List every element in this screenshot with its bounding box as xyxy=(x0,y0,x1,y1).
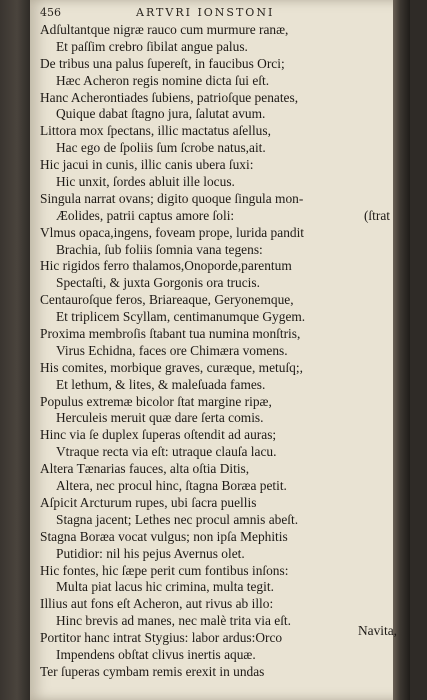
catchword: Navita, xyxy=(357,623,397,638)
verse-line: Et triplicem Scyllam, centimanumque Gygem. xyxy=(56,309,306,325)
verse-line: Hæc Acheron regis nomine dicta ſui eſt. xyxy=(56,72,270,88)
verse-line: Herculeis meruit quæ dare ſerta comis. xyxy=(56,410,264,426)
poem-text xyxy=(40,22,390,681)
verse-line: Adſultantque nigræ rauco cum murmure ranæ, xyxy=(40,22,289,37)
turnover-word: (ſtrat xyxy=(363,207,390,223)
verse-line: Impendens obſtat clivus inertis aquæ. xyxy=(56,646,256,662)
page-edge xyxy=(393,0,410,700)
verse-line: Hinc via ſe duplex ſuperas oſtendit ad auras; xyxy=(40,427,277,443)
verse-line: De tribus una palus ſupereſt, in faucibus Orci; xyxy=(40,55,285,71)
verse-line: Ter ſuperas cymbam remis erexit in undas xyxy=(40,663,265,679)
page-header xyxy=(40,6,390,22)
verse-line: Virus Echidna, faces ore Chimæra vomens. xyxy=(56,342,288,358)
verse-line: Populus extremæ bicolor ſtat margine ripæ, xyxy=(40,393,272,409)
verse-line: Hanc Acherontiades ſubiens, patrioſque penates, xyxy=(40,89,299,105)
verse-line: Aſpicit Arcturum rupes, ubi ſacra puellis xyxy=(40,494,257,510)
verse-line: Et lethum, & lites, & maleſuada fames. xyxy=(56,376,266,392)
verse-line: Putidior: nil his pejus Avernus olet. xyxy=(56,545,245,561)
verse-line: Singula narrat ovans; digito quoque ſingula mon- xyxy=(40,190,304,206)
verse-line: Hinc brevis ad manes, nec malè trita via eſt. xyxy=(56,613,291,629)
verse-line: Hic unxit, ſordes abluit ille locus. xyxy=(56,174,235,190)
verse-line: Stagna Boræa vocat vulgus; non ipſa Mephitis xyxy=(40,528,288,544)
page-number: 456 xyxy=(40,6,61,19)
verse-line: Quique dabat ſtagno jura, ſalutat avum. xyxy=(56,106,266,122)
verse-line: Multa piat lacus hic crimina, multa tegit. xyxy=(56,579,274,595)
verse-line: Proxima membroſis ſtabant tua numina monſtris, xyxy=(40,326,301,342)
verse-line-with-turnover xyxy=(40,208,390,225)
verse-line: His comites, morbique graves, curæque, metuſq;, xyxy=(40,359,303,375)
verse-text: Æolides, patrii captus amore ſoli: xyxy=(56,207,235,223)
verse-line: Stagna jacent; Lethes nec procul amnis abeſt. xyxy=(56,511,299,527)
verse-line: Vtraque recta via eſt: utraque clauſa lacu. xyxy=(56,444,277,460)
verse-line: Hac ego de ſpoliis ſum ſcrobe natus,ait. xyxy=(56,140,266,156)
verse-line: Hic rigidos ferro thalamos,Onoporde,parentum xyxy=(40,258,292,274)
verse-line: Altera, nec procul hinc, ſtagna Boræa petit. xyxy=(56,478,287,494)
verse-line: Et paſſim crebro ſibilat angue palus. xyxy=(56,38,248,54)
verse-line: Vlmus opaca,ingens, foveam prope, lurida pandit xyxy=(40,224,305,240)
verse-line: Illius aut fons eſt Acheron, aut rivus ab illo: xyxy=(40,596,274,612)
verse-line: Hic jacui in cunis, illic canis ubera ſuxi: xyxy=(40,157,254,173)
verse-line: Portitor hanc intrat Stygius: labor ardus:Orco xyxy=(40,630,283,646)
verse-line: Brachia, ſub foliis ſomnia vana tegens: xyxy=(56,241,263,257)
verse-line: Spectaſti, & juxta Gorgonis ora trucis. xyxy=(56,275,260,291)
running-title: ARTVRI IONSTONI xyxy=(136,6,275,19)
verse-line: Centauroſque feros, Briareaque, Geryonemque, xyxy=(40,292,294,308)
verse-line: Hic fontes, hic ſæpe perit cum fontibus inſons: xyxy=(40,562,289,578)
verse-line: Littora mox ſpectans, illic mactatus aſellus, xyxy=(40,123,271,139)
verse-line: Altera Tænarias fauces, alta oſtia Ditis, xyxy=(40,461,250,477)
